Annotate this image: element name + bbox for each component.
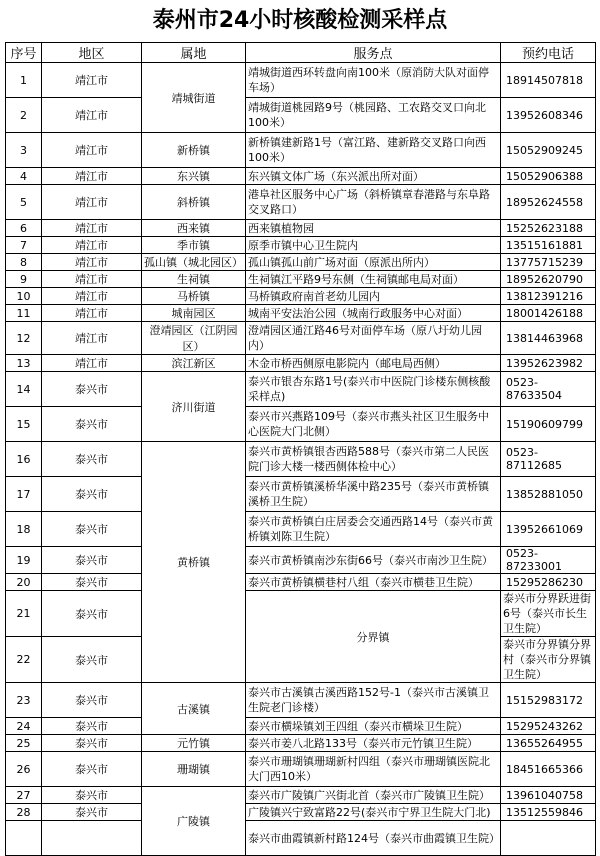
area-cell: 泰兴市 [42, 752, 142, 787]
table-row [6, 718, 596, 735]
locality-cell: 新桥镇 [142, 133, 246, 168]
row-number: 10 [6, 288, 42, 305]
area-cell: 泰兴市 [42, 407, 142, 442]
sampling-sites-table [5, 42, 596, 856]
phone-cell: 18952620790 [501, 271, 596, 288]
row-number: 13 [6, 355, 42, 372]
row-number: 8 [6, 254, 42, 271]
table-row [6, 735, 596, 752]
table-row [6, 355, 596, 372]
header-locality: 属地 [142, 43, 246, 63]
row-number: 4 [6, 168, 42, 185]
service-point-cell: 泰兴市银杏东路1号(泰兴市中医院门诊楼东侧核酸采样点) [246, 372, 501, 407]
service-point-cell: 泰兴市黄桥镇横巷村八组（泰兴市横巷卫生院） [246, 574, 501, 591]
area-cell: 泰兴市 [42, 574, 142, 591]
service-point-cell: 城南平安法治公园（城南行政服务中心对面） [246, 305, 501, 322]
locality-cell: 澄靖园区（江阴园区） [142, 322, 246, 355]
header-no: 序号 [6, 43, 42, 63]
table-row [6, 821, 596, 856]
locality-cell: 斜桥镇 [142, 185, 246, 220]
area-cell: 泰兴市 [42, 547, 142, 574]
service-point-cell: 泰兴市广陵镇广兴街北首（泰兴市广陵镇卫生院） [246, 787, 501, 804]
row-number: 25 [6, 735, 42, 752]
service-point-cell: 马桥镇政府南首老幼儿园内 [246, 288, 501, 305]
table-row [6, 547, 596, 574]
locality-cell: 孤山镇（城北园区） [142, 254, 246, 271]
table-row [6, 288, 596, 305]
row-number [6, 821, 42, 856]
service-point-cell: 泰兴市黄桥镇南沙东街66号（泰兴市南沙卫生院） [246, 547, 501, 574]
phone-cell: 13775715239 [501, 254, 596, 271]
area-cell: 泰兴市 [42, 787, 142, 804]
area-cell [42, 821, 142, 856]
phone-cell: 13952623982 [501, 355, 596, 372]
service-point-cell: 泰兴市黄桥镇溪桥华溪中路235号（泰兴市黄桥镇溪桥卫生院） [246, 477, 501, 512]
row-number: 19 [6, 547, 42, 574]
service-point-cell: 靖城街道西环转盘向南100米（原消防大队对面停车场） [246, 63, 501, 98]
header-area: 地区 [42, 43, 142, 63]
area-cell: 靖江市 [42, 63, 142, 98]
service-point-cell: 泰兴市古溪镇古溪西路152号-1（泰兴市古溪镇卫生院老门诊楼） [246, 683, 501, 718]
row-number: 2 [6, 98, 42, 133]
phone-cell: 0523-87633504 [501, 372, 596, 407]
area-cell: 泰兴市 [42, 477, 142, 512]
table-row [6, 133, 596, 168]
table-row [6, 372, 596, 407]
phone-cell: 15052906388 [501, 168, 596, 185]
area-cell: 靖江市 [42, 168, 142, 185]
locality-cell: 元竹镇 [142, 735, 246, 752]
phone-cell: 13512559846 [501, 804, 596, 821]
locality-cell: 广陵镇 [142, 787, 246, 856]
phone-cell: 15152983172 [501, 683, 596, 718]
table-row [6, 442, 596, 477]
locality-cell: 珊瑚镇 [142, 752, 246, 787]
phone-cell: 18001426188 [501, 305, 596, 322]
table-row [6, 574, 596, 591]
table-row [6, 804, 596, 821]
row-number: 20 [6, 574, 42, 591]
area-cell: 靖江市 [42, 220, 142, 237]
row-number: 16 [6, 442, 42, 477]
row-number: 1 [6, 63, 42, 98]
table-row [6, 220, 596, 237]
phone-cell: 18952624558 [501, 185, 596, 220]
phone-cell: 15252623188 [501, 220, 596, 237]
table-row [6, 63, 596, 98]
locality-cell: 分界镇 [246, 591, 501, 683]
area-cell: 泰兴市 [42, 718, 142, 735]
locality-cell: 西来镇 [142, 220, 246, 237]
area-cell: 泰兴市 [42, 372, 142, 407]
locality-cell: 济川街道 [142, 372, 246, 442]
row-number: 17 [6, 477, 42, 512]
phone-cell: 18451665366 [501, 752, 596, 787]
table-row [6, 752, 596, 787]
area-cell: 靖江市 [42, 271, 142, 288]
table-row [6, 683, 596, 718]
table-row [6, 305, 596, 322]
phone-cell: 0523-87233001 [501, 547, 596, 574]
row-number: 9 [6, 271, 42, 288]
area-cell: 泰兴市 [42, 512, 142, 547]
locality-cell: 生祠镇 [142, 271, 246, 288]
service-point-cell: 泰兴市分界跃进街6号（泰兴市长生卫生院） [501, 591, 596, 637]
service-point-cell: 广陵镇兴宁致富路22号(泰兴市宁界卫生院大门北) [246, 804, 501, 821]
area-cell: 靖江市 [42, 254, 142, 271]
row-number: 24 [6, 718, 42, 735]
phone-cell: 13812391216 [501, 288, 596, 305]
phone-cell: 0523-87112685 [501, 442, 596, 477]
service-point-cell: 泰兴市珊瑚镇珊瑚新村四组（泰兴市珊瑚镇医院北大门西10米） [246, 752, 501, 787]
locality-cell: 东兴镇 [142, 168, 246, 185]
table-row [6, 477, 596, 512]
area-cell: 靖江市 [42, 185, 142, 220]
table-body [6, 43, 596, 856]
service-point-cell: 原季市镇中心卫生院内 [246, 237, 501, 254]
phone-cell: 13655264955 [501, 735, 596, 752]
service-point-cell: 泰兴市黄桥镇银杏西路588号（泰兴市第二人民医院门诊大楼一楼西侧体检中心） [246, 442, 501, 477]
row-number: 5 [6, 185, 42, 220]
table-row [6, 787, 596, 804]
phone-cell: 13852881050 [501, 477, 596, 512]
row-number: 18 [6, 512, 42, 547]
area-cell: 泰兴市 [42, 591, 142, 637]
locality-cell: 马桥镇 [142, 288, 246, 305]
page-title: 泰州市24小时核酸检测采样点 [152, 8, 448, 33]
service-point-cell: 靖城街道桃园路9号（桃园路、工农路交叉口向北100米） [246, 98, 501, 133]
area-cell: 泰兴市 [42, 804, 142, 821]
service-point-cell: 泰兴市曲霞镇新村路124号（泰兴市曲霞镇卫生院） [246, 821, 501, 856]
service-point-cell: 新桥镇建新路1号（富江路、建新路交叉路口向西100米） [246, 133, 501, 168]
locality-cell: 滨江新区 [142, 355, 246, 372]
area-cell: 靖江市 [42, 237, 142, 254]
row-number: 23 [6, 683, 42, 718]
phone-cell [501, 821, 596, 856]
table-row [6, 407, 596, 442]
row-number: 26 [6, 752, 42, 787]
phone-cell: 13515161881 [501, 237, 596, 254]
locality-cell: 黄桥镇 [142, 442, 246, 683]
service-point-cell: 泰兴市姜八北路133号（泰兴市元竹镇卫生院） [246, 735, 501, 752]
area-cell: 靖江市 [42, 98, 142, 133]
area-cell: 泰兴市 [42, 683, 142, 718]
service-point-cell: 澄靖园区通江路46号对面停车场（原八圩幼儿园内） [246, 322, 501, 355]
row-number: 3 [6, 133, 42, 168]
table-row [6, 185, 596, 220]
row-number: 21 [6, 591, 42, 637]
header-phone: 预约电话 [501, 43, 596, 63]
locality-cell: 城南园区 [142, 305, 246, 322]
service-point-cell: 泰兴市横垛镇刘王四组（泰兴市横垛卫生院） [246, 718, 501, 735]
area-cell: 靖江市 [42, 305, 142, 322]
row-number: 22 [6, 637, 42, 683]
area-cell: 靖江市 [42, 355, 142, 372]
service-point-cell: 泰兴市黄桥镇白庄居委会交通西路14号（泰兴市黄桥镇刘陈卫生院） [246, 512, 501, 547]
table-row [6, 512, 596, 547]
service-point-cell: 东兴镇文体广场（东兴派出所对面） [246, 168, 501, 185]
service-point-cell: 西来镇植物园 [246, 220, 501, 237]
header-row [6, 43, 596, 63]
phone-cell: 13961040758 [501, 787, 596, 804]
service-point-cell: 港阜社区服务中心广场（斜桥镇章春港路与东阜路交叉路口） [246, 185, 501, 220]
phone-cell: 18914507818 [501, 63, 596, 98]
area-cell: 泰兴市 [42, 637, 142, 683]
area-cell: 靖江市 [42, 322, 142, 355]
row-number: 6 [6, 220, 42, 237]
phone-cell: 13952661069 [501, 512, 596, 547]
table-row [6, 254, 596, 271]
locality-cell: 古溪镇 [142, 683, 246, 735]
phone-cell: 15052909245 [501, 133, 596, 168]
row-number: 15 [6, 407, 42, 442]
row-number: 7 [6, 237, 42, 254]
area-cell: 靖江市 [42, 133, 142, 168]
service-point-cell: 孤山镇孤山前广场对面（原派出所内） [246, 254, 501, 271]
row-number: 14 [6, 372, 42, 407]
table-row [6, 591, 596, 637]
service-point-cell: 泰兴市分界镇分界村（泰兴市分界镇卫生院） [501, 637, 596, 683]
area-cell: 泰兴市 [42, 442, 142, 477]
service-point-cell: 木金市桥西侧原电影院内（邮电局西侧） [246, 355, 501, 372]
locality-cell: 靖城街道 [142, 63, 246, 133]
phone-cell: 15295243262 [501, 718, 596, 735]
row-number: 11 [6, 305, 42, 322]
service-point-cell: 泰兴市兴燕路109号（泰兴市燕头社区卫生服务中心医院大门北侧） [246, 407, 501, 442]
service-point-cell: 生祠镇江平路9号东侧（生祠镇邮电局对面） [246, 271, 501, 288]
table-row [6, 98, 596, 133]
row-number: 28 [6, 804, 42, 821]
row-number: 27 [6, 787, 42, 804]
phone-cell: 13952608346 [501, 98, 596, 133]
table-row [6, 168, 596, 185]
header-service-point: 服务点 [246, 43, 501, 63]
row-number: 12 [6, 322, 42, 355]
table-row [6, 237, 596, 254]
phone-cell: 15295286230 [501, 574, 596, 591]
table-row [6, 322, 596, 355]
locality-cell: 季市镇 [142, 237, 246, 254]
phone-cell: 15190609799 [501, 407, 596, 442]
phone-cell: 13814463968 [501, 322, 596, 355]
table-row [6, 271, 596, 288]
area-cell: 靖江市 [42, 288, 142, 305]
area-cell: 泰兴市 [42, 735, 142, 752]
